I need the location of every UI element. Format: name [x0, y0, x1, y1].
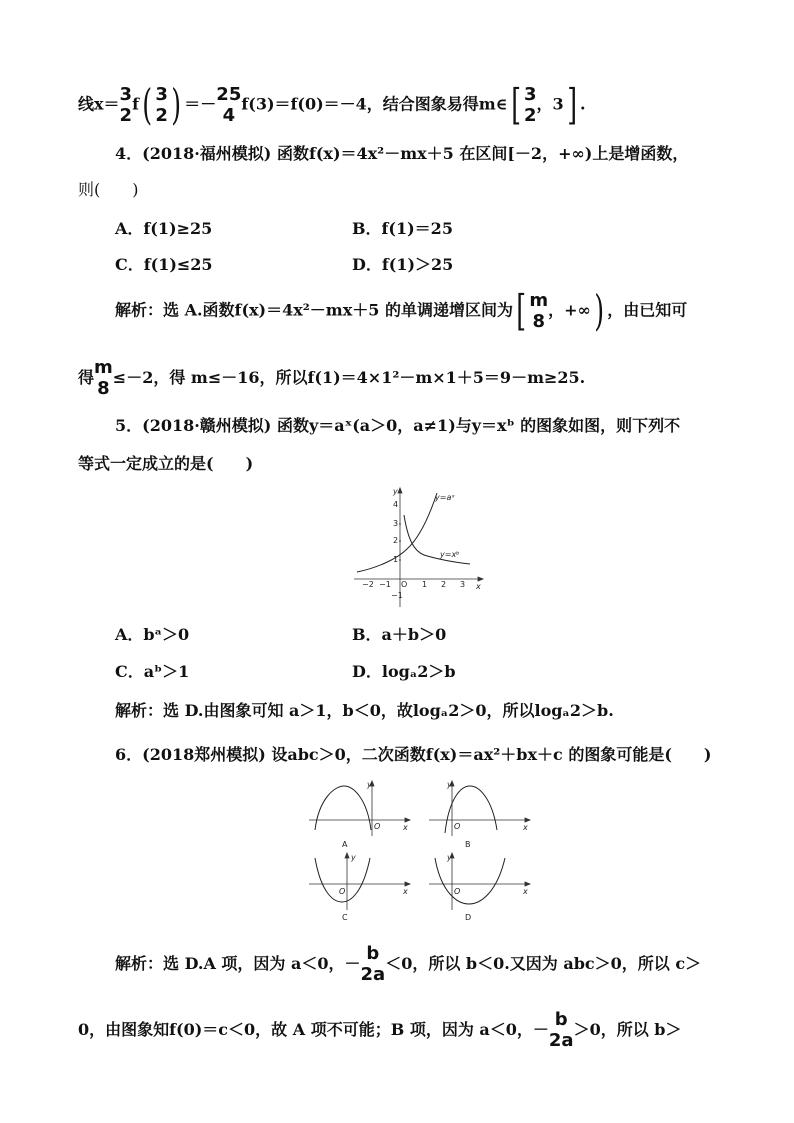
q5-option-b: B．a＋b＞0 [352, 625, 447, 644]
q6-solution-cont [78, 1010, 681, 1051]
q6-stem: 6．(2018郑州模拟) 设abc＞0，二次函数f(x)＝ax²＋bx＋c 的图象可能是( ) [115, 745, 712, 764]
curve-power [404, 515, 470, 564]
x-tick-label: 3 [460, 580, 466, 589]
denominator: 8 [532, 310, 546, 332]
curve2-label: y=xᵇ [440, 550, 460, 559]
numerator: 3 [523, 83, 537, 105]
paren-close: ) [171, 80, 182, 129]
q5-stem-cont: 等式一定成立的是( ) [78, 454, 254, 473]
x-label: x [523, 887, 528, 896]
q4-option-d: D．f(1)＞25 [352, 255, 454, 274]
text: 解析：选 A.函数f(x)＝4x²－mx＋5 的单调递增区间为 [115, 300, 513, 320]
origin-label: O [401, 580, 408, 589]
text: 线x＝ [78, 94, 120, 114]
denominator: 2a [360, 964, 386, 985]
q5-option-c: C．aᵇ＞1 [115, 662, 190, 681]
q6-graph-c [307, 852, 417, 924]
q6-graph-d [427, 852, 537, 924]
origin-label: O [339, 887, 346, 896]
q4-stem-cont: 则( ) [78, 180, 139, 199]
numerator: b [554, 1009, 568, 1030]
text: ＝－ [184, 94, 217, 114]
fraction-3-2 [120, 85, 133, 126]
x-axis-arrow [525, 818, 530, 822]
paren-close: ) [594, 286, 605, 335]
text: ≤－2，得 m≤－16，所以f(1)＝4×1²－m×1＋5＝9－m≥25. [112, 368, 586, 387]
text: ，3 [536, 94, 564, 114]
text: ＞0，所以 b＞ [573, 1020, 682, 1039]
fraction-b-2a [549, 1010, 574, 1051]
x-label: x [403, 887, 408, 896]
parabola [435, 858, 505, 904]
q4-solution-cont [78, 358, 585, 399]
text: ，+∞ [548, 300, 591, 320]
y-label: y [393, 487, 398, 496]
bracket-open: [ [516, 286, 527, 335]
y-label: y [367, 780, 372, 789]
y-axis-arrow [345, 853, 349, 858]
q4-option-c: C．f(1)≤25 [115, 255, 213, 274]
q6-graph-b [427, 778, 537, 850]
y-label: y [447, 853, 452, 862]
q4-stem: 4．(2018·福州模拟) 函数f(x)＝4x²－mx＋5 在区间[－2，+∞)上是增函数， [115, 144, 689, 163]
x-axis-arrow [478, 577, 483, 581]
parabola [315, 786, 371, 830]
graph-label: B [465, 840, 471, 849]
x-tick-label: 2 [441, 580, 447, 589]
y-label: y [351, 853, 356, 862]
bracket-close: ] [566, 80, 577, 129]
x-axis-arrow [405, 818, 410, 822]
text: 0，由图象知f(0)＝c＜0，故 A 项不可能；B 项，因为 a＜0，－ [78, 1020, 549, 1039]
q4-option-a: A．f(1)≥25 [115, 219, 213, 238]
text: ＜0，所以 b＜0.又因为 abc＞0，所以 c＞ [385, 954, 702, 973]
y-tick-label: 1 [393, 555, 399, 564]
fraction-b-2a [361, 944, 386, 985]
q5-option-d: D．logₐ2＞b [352, 662, 456, 681]
x-tick-label: −1 [379, 580, 391, 589]
text: 得 [78, 368, 95, 387]
q6-solution [115, 944, 701, 985]
q5-function-graph [352, 485, 487, 610]
text: f(3)＝f(0)＝－4，结合图象易得m∈ [241, 94, 508, 114]
denominator: 2a [548, 1030, 574, 1051]
text: f [132, 94, 139, 114]
y-axis-arrow [398, 488, 402, 493]
origin-label: O [454, 887, 461, 896]
x-tick-label: −2 [362, 580, 374, 589]
y-tick-label: 3 [393, 519, 399, 528]
graph-label: A [342, 840, 348, 849]
y-tick-label: 2 [393, 536, 399, 545]
x-label: x [403, 823, 408, 832]
y-tick-label: −1 [391, 591, 403, 600]
graph-label: D [465, 913, 472, 922]
numerator: b [366, 943, 380, 964]
q5-option-a: A．bᵃ＞0 [115, 625, 190, 644]
parabola [445, 786, 497, 833]
q4-option-b: B．f(1)＝25 [352, 219, 453, 238]
q5-stem: 5．(2018·赣州模拟) 函数y＝aˣ(a＞0，a≠1)与y＝xᵇ 的图象如图，则下列不 [115, 416, 681, 435]
fraction-25-4 [216, 85, 241, 126]
x-label: x [523, 823, 528, 832]
text: 解析：选 D.A 项，因为 a＜0，－ [115, 954, 361, 973]
q5-solution: 解析：选 D.由图象可知 a＞1，b＜0，故logₐ2＞0，所以logₐ2＞b. [115, 701, 614, 720]
q6-graph-a [307, 778, 417, 850]
denominator: 2 [119, 104, 133, 126]
x-axis-arrow [405, 882, 410, 886]
fraction-m-8 [94, 358, 113, 399]
graph-label: C [342, 913, 348, 922]
fraction-m-8 [529, 291, 548, 332]
fraction-3-2 [524, 85, 537, 126]
y-label: y [447, 780, 452, 789]
bracket-open: [ [510, 80, 521, 129]
origin-label: O [374, 822, 381, 831]
numerator: 3 [155, 83, 168, 105]
q4-solution [115, 286, 688, 335]
numerator: 3 [119, 83, 133, 105]
origin-label: O [454, 822, 461, 831]
numerator: m [529, 289, 549, 311]
prev-solution-line [78, 80, 586, 129]
numerator: 25 [216, 83, 242, 105]
x-axis-arrow [525, 882, 530, 886]
x-label: x [476, 582, 481, 591]
denominator: 2 [155, 104, 168, 126]
x-tick-label: 1 [422, 580, 428, 589]
numerator: m [94, 357, 113, 378]
denominator: 4 [222, 104, 236, 126]
denominator: 2 [523, 104, 537, 126]
text: ，由已知可 [607, 300, 688, 320]
denominator: 8 [97, 378, 110, 399]
paren-open: ( [142, 80, 153, 129]
y-tick-label: 4 [393, 500, 399, 509]
text: . [580, 94, 586, 114]
fraction-3-2 [155, 85, 168, 126]
curve1-label: y=aˣ [435, 493, 455, 502]
